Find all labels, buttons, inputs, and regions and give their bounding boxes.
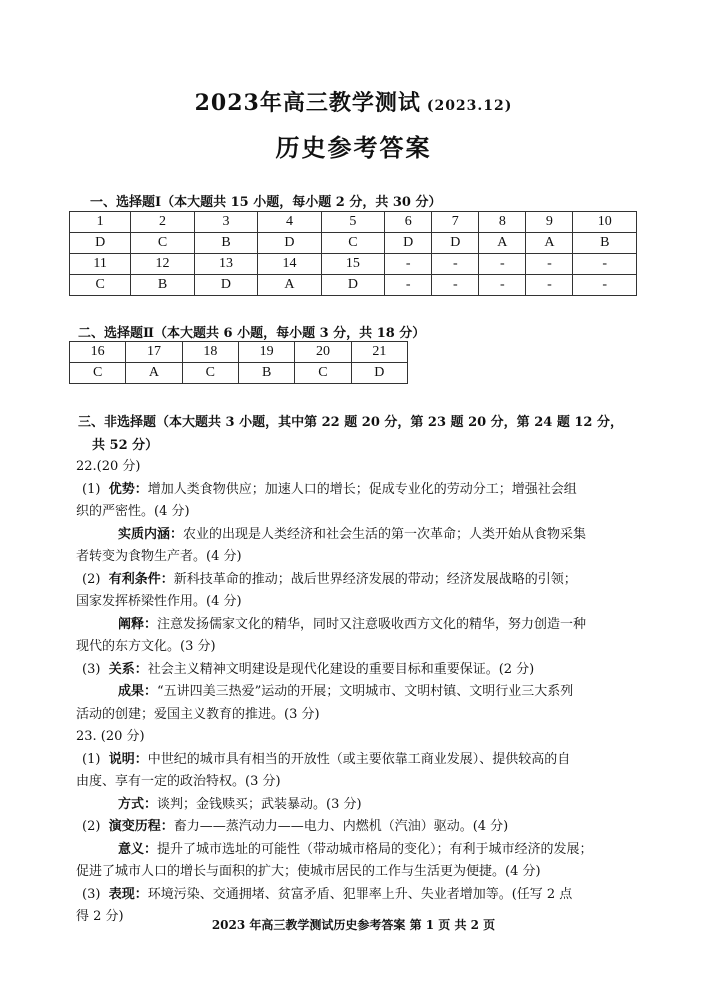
q22-part3b-line1 xyxy=(76,681,636,704)
section2-question-number: 20 xyxy=(295,342,351,363)
section1-answer-cell: D xyxy=(385,233,432,254)
q23-p2-text: 畜力——蒸汽动力——电力、内燃机（汽油）驱动。(4 分) xyxy=(173,819,509,834)
section1-heading xyxy=(90,191,441,210)
section2-title: 二、选择题Ⅱ xyxy=(78,326,154,341)
section2-heading xyxy=(78,322,425,341)
q22-p1-label: 优势： xyxy=(108,481,148,497)
q23-p2-num: (2) xyxy=(82,819,101,834)
q23-p2b-text-a: 提升了城市选址的可能性（带动城市格局的变化）；有利于城市经济的发展； xyxy=(157,841,593,857)
section1-question-number: 15 xyxy=(321,254,384,275)
section2-answer-cell: C xyxy=(182,363,238,384)
section2-answer-cell: A xyxy=(126,363,182,384)
q23-p3-text-b: 得 2 分) xyxy=(76,909,124,924)
section3-title: 三、非选择题 xyxy=(78,415,157,430)
section1-answer-cell: - xyxy=(432,275,479,296)
section1-answer-cell: B xyxy=(573,233,637,254)
section2-answer-cell: B xyxy=(238,363,294,384)
section1-question-number: - xyxy=(526,254,573,275)
section1-answer-cell: D xyxy=(70,233,131,254)
section1-question-number: 3 xyxy=(194,212,257,233)
section2-row xyxy=(70,363,408,384)
q22-p2b-text-b: 现代的东方文化。(3 分) xyxy=(76,639,216,654)
section3-note: （本大题共 3 小题，其中第 22 题 20 分，第 23 题 20 分，第 24 题 12 分， xyxy=(156,415,623,430)
section3-note-cont: 共 52 分） xyxy=(92,438,159,453)
section2-question-number: 17 xyxy=(126,342,182,363)
section1-question-number: 4 xyxy=(258,212,321,233)
q23-part1-line1 xyxy=(76,749,636,772)
section2-answer-cell: C xyxy=(295,363,351,384)
section1-answer-cell: - xyxy=(385,275,432,296)
section1-answer-cell: B xyxy=(194,233,257,254)
section1-question-number: - xyxy=(432,254,479,275)
section1-answer-cell: C xyxy=(70,275,131,296)
q23-p1-text-a: 中世纪的城市具有相当的开放性（或主要依靠工商业发展）、提供较高的自 xyxy=(147,751,571,767)
q23-p2b-text-b: 促进了城市人口的增长与面积的扩大；使城市居民的工作与生活更为便捷。(4 分) xyxy=(76,864,541,879)
section1-answer-cell: C xyxy=(321,233,384,254)
section1-row xyxy=(70,212,637,233)
q23-p1-num: (1) xyxy=(82,751,101,767)
section1-answer-table xyxy=(69,211,637,296)
q22-p2-label: 有利条件： xyxy=(108,571,174,587)
q23-p3-num: (3) xyxy=(82,886,101,902)
q23-p1b-label: 方式： xyxy=(118,796,158,812)
q22-p1b-text-a: 农业的出现是人类经济和社会生活的第一次革命；人类开始从食物采集 xyxy=(183,526,587,542)
section1-answer-cell: C xyxy=(131,233,194,254)
q22-p2b-label: 阐释： xyxy=(118,616,158,632)
q22-p3-num: (3) xyxy=(82,661,101,677)
section2-question-number: 16 xyxy=(70,342,126,363)
exam-date: (2023.12) xyxy=(426,98,513,114)
section2-question-number: 19 xyxy=(238,342,294,363)
section1-answer-cell: D xyxy=(258,233,321,254)
section1-question-number: 1 xyxy=(70,212,131,233)
section1-question-number: - xyxy=(479,254,526,275)
section1-question-number: 12 xyxy=(131,254,194,275)
q23-part3-line1 xyxy=(76,884,636,907)
section1-answer-cell: B xyxy=(131,275,194,296)
section2-answer-table xyxy=(69,341,408,384)
q23-part1b-line1 xyxy=(76,794,636,817)
section1-question-number: 10 xyxy=(573,212,637,233)
section1-answer-cell: - xyxy=(573,275,637,296)
q23-p2b-label: 意义： xyxy=(118,841,158,857)
section1-answer-cell: A xyxy=(479,233,526,254)
answer-subtitle: 历史参考答案 xyxy=(275,133,432,162)
q22-p3b-text-a: “五讲四美三热爱”运动的开展；文明城市、文明村镇、文明行业三大系列 xyxy=(157,684,574,699)
section1-question-number: 6 xyxy=(385,212,432,233)
exam-title xyxy=(0,86,707,117)
section1-title: 一、选择题Ⅰ xyxy=(90,195,162,210)
q22-heading: 22.(20 分) xyxy=(76,459,141,474)
q22-p1-num: (1) xyxy=(82,481,101,497)
section1-answer-cell: D xyxy=(194,275,257,296)
q22-p1b-label: 实质内涵： xyxy=(118,526,184,542)
section2-question-number: 21 xyxy=(351,342,407,363)
page-footer: 2023 年高三教学测试历史参考答案 第 1 页 共 2 页 xyxy=(211,918,496,932)
q22-p2-text-a: 新科技革命的推动；战后世界经济发展的带动；经济发展战略的引领； xyxy=(173,571,577,587)
q22-p1b-text-b: 者转变为食物生产者。(4 分) xyxy=(76,549,242,564)
section1-question-number: 5 xyxy=(321,212,384,233)
q23-p3-label: 表现： xyxy=(108,886,148,902)
section1-question-number: 11 xyxy=(70,254,131,275)
section1-answer-cell: D xyxy=(321,275,384,296)
section2-answer-cell: D xyxy=(351,363,407,384)
section2-row xyxy=(70,342,408,363)
q22-p2b-text-a: 注意发扬儒家文化的精华，同时又注意吸收西方文化的精华，努力创造一种 xyxy=(157,616,587,632)
q22-p1-text-b: 织的严密性。(4 分) xyxy=(76,504,190,519)
answer-body xyxy=(76,456,636,929)
q22-p3b-text-b: 活动的创建；爱国主义教育的推进。(3 分) xyxy=(76,706,320,722)
q22-p2-text-b: 国家发挥桥梁性作用。(4 分) xyxy=(76,594,242,609)
section1-answer-cell: A xyxy=(526,233,573,254)
q22-part2-line1 xyxy=(76,569,636,592)
q23-p1-text-b: 由度、享有一定的政治特权。(3 分) xyxy=(76,774,281,789)
q23-part2b-line1 xyxy=(76,839,636,862)
q23-p2-label: 演变历程： xyxy=(108,819,174,834)
section2-note: （本大题共 6 小题，每小题 3 分，共 18 分） xyxy=(153,326,426,341)
section1-question-number: - xyxy=(385,254,432,275)
q22-p3b-label: 成果： xyxy=(118,684,158,699)
section1-row xyxy=(70,275,637,296)
q23-part2-line1 xyxy=(76,816,636,839)
section1-question-number: 14 xyxy=(258,254,321,275)
q22-p3-text: 社会主义精神文明建设是现代化建设的重要目标和重要保证。(2 分) xyxy=(147,661,535,677)
q22-part2b-line1 xyxy=(76,614,636,637)
q22-p2-num: (2) xyxy=(82,571,101,587)
section1-question-number: 13 xyxy=(194,254,257,275)
q22-p1-text-a: 增加人类食物供应；加速人口的增长；促成专业化的劳动分工；增强社会组 xyxy=(147,481,577,497)
q22-part1b-line1 xyxy=(76,524,636,547)
q22-p3-label: 关系： xyxy=(108,661,148,677)
q23-p1b-text: 谈判；金钱赎买；武装暴动。(3 分) xyxy=(157,796,362,812)
exam-title-text: 2023年高三教学测试 xyxy=(194,90,421,116)
q22-part3-line1 xyxy=(76,659,636,682)
section1-question-number: 7 xyxy=(432,212,479,233)
q22-part1-line1 xyxy=(76,479,636,502)
section2-answer-cell: C xyxy=(70,363,126,384)
section1-row xyxy=(70,254,637,275)
section1-question-number: 2 xyxy=(131,212,194,233)
section1-answer-cell: D xyxy=(432,233,479,254)
section3-heading xyxy=(78,411,623,430)
section2-question-number: 18 xyxy=(182,342,238,363)
section1-row xyxy=(70,233,637,254)
section1-question-number: - xyxy=(573,254,637,275)
section1-note: （本大题共 15 小题，每小题 2 分，共 30 分） xyxy=(161,195,442,210)
section1-question-number: 9 xyxy=(526,212,573,233)
q23-heading: 23. (20 分) xyxy=(76,729,145,744)
q23-p1-label: 说明： xyxy=(108,751,148,767)
q23-p3-text-a: 环境污染、交通拥堵、贫富矛盾、犯罪率上升、失业者增加等。(任写 2 点 xyxy=(147,886,573,902)
section1-question-number: 8 xyxy=(479,212,526,233)
section1-answer-cell: A xyxy=(258,275,321,296)
section1-answer-cell: - xyxy=(526,275,573,296)
section1-answer-cell: - xyxy=(479,275,526,296)
